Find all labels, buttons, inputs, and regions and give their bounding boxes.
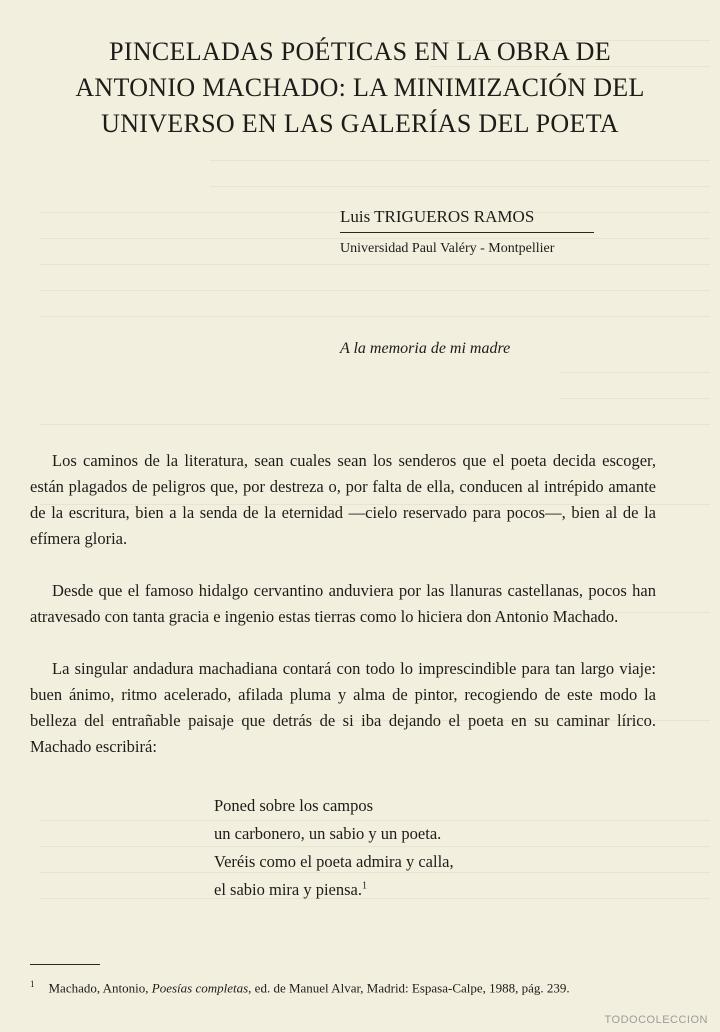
article-title [20,34,700,142]
watermark: TODOCOLECCION [604,1014,708,1026]
footnote-number: 1 [30,979,35,989]
footnote-reference: 1 [362,880,368,892]
verse-line: Poned sobre los campos [214,796,374,815]
verse-line-last [214,876,454,904]
dedication: A la memoria de mi madre [340,340,511,357]
author-name: Luis TRIGUEROS RAMOS [340,206,594,233]
verse-line: un carbonero, un sabio y un poeta. [214,824,442,843]
title-line: UNIVERSO EN LAS GALERÍAS DEL POETA [101,109,619,138]
paragraph: Desde que el famoso hidalgo cervantino anduviera por las llanuras castellanas, pocos han atravesado con tanta gracia e ingenio estas tierras como lo hiciera don Antonio Machado. [30,581,656,626]
title-line: PINCELADAS POÉTICAS EN LA OBRA DE [109,37,611,66]
verse-quotation [214,792,454,904]
footnote [30,975,570,997]
footnote-work-title: Poesías completas [151,980,249,996]
author-affiliation: Universidad Paul Valéry - Montpellier [340,241,555,256]
paragraph: Los caminos de la literatura, sean cuales sean los senderos que el poeta decida escoger, están plagados de peligros que, por destreza o, por falta de ella, conducen al intrépido amante de la escritura, bien a la senda de la eternidad —cielo reservado para pocos—, bien al de la efímera gloria. [30,451,656,548]
article-body [30,448,656,786]
paragraph: La singular andadura machadiana contará con todo lo imprescindible para tan largo viaje: buen ánimo, ritmo acelerado, afilada pluma y alma de pintor, recogiendo de este modo la belleza del entrañable paisaje que detrás de si iba dejando el poeta en su caminar lírico. Machado escribirá: [30,659,656,756]
footnote-text-after: , ed. de Manuel Alvar, Madrid: Espasa-Calpe, 1988, pág. 239. [248,980,570,996]
footnote-text-before: Machado, Antonio, [48,980,149,996]
title-line: ANTONIO MACHADO: LA MINIMIZACIÓN DEL [75,73,645,102]
verse-line: Veréis como el poeta admira y calla, [214,852,454,871]
verse-line: el sabio mira y piensa. [214,880,363,899]
author-block [322,206,594,259]
footnote-separator [30,964,100,965]
